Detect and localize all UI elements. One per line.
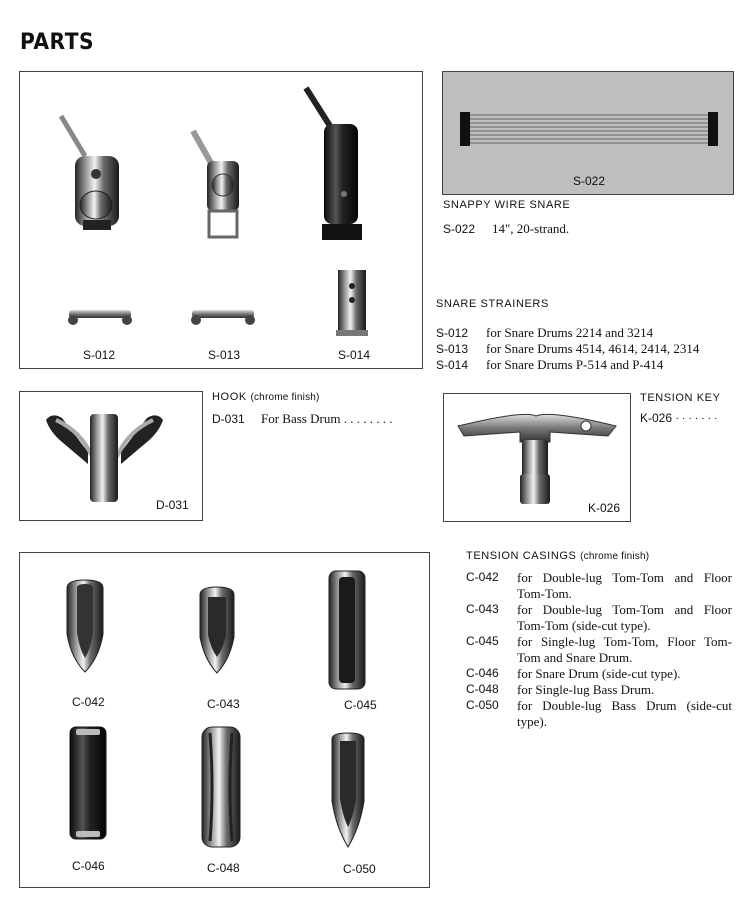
casing-item: [466, 682, 734, 698]
key-dots: · · · · · · ·: [675, 413, 718, 425]
snappy-row: [443, 221, 569, 237]
casing-c042-caption: C-042: [72, 695, 105, 709]
casing-code: C-042: [466, 570, 499, 584]
casings-heading-text: TENSION CASINGS: [466, 550, 577, 562]
strainer-code: S-014: [436, 358, 469, 372]
casings-list: [466, 570, 734, 730]
strainer-row-3: [436, 357, 663, 373]
strainer-row-1: [436, 325, 653, 341]
key-heading: TENSION KEY: [640, 392, 721, 404]
casing-desc: for Double-lug Tom-Tom and Floor Tom-Tom (side-cut type).: [517, 602, 732, 633]
snappy-desc: 14", 20-strand.: [492, 221, 570, 236]
hook-heading-text: HOOK: [212, 391, 247, 403]
snappy-photo-panel: [442, 71, 734, 195]
casing-c050-image: [328, 731, 368, 849]
strainer-code: S-013: [436, 342, 469, 356]
casings-photo-panel: [19, 552, 430, 888]
casing-c045-caption: C-045: [344, 698, 377, 712]
casing-c048-image: [200, 725, 242, 849]
casing-desc: for Double-lug Tom-Tom and Floor Tom-Tom.: [517, 570, 732, 601]
strainers-photo-panel: [19, 71, 423, 369]
snappy-heading: SNAPPY WIRE SNARE: [443, 199, 571, 211]
hook-photo-caption: D-031: [156, 498, 189, 512]
strainer-code: S-012: [436, 326, 469, 340]
hook-row: [212, 411, 392, 427]
casing-c042-image: [63, 578, 107, 674]
key-photo-caption: K-026: [588, 501, 621, 515]
strainer-s013-caption: S-013: [208, 348, 241, 362]
casing-desc: for Single-lug Bass Drum.: [517, 682, 655, 697]
casing-desc: for Snare Drum (side-cut type).: [517, 666, 681, 681]
snappy-code: S-022: [443, 222, 476, 236]
casing-code: C-050: [466, 698, 499, 712]
casing-c050-caption: C-050: [343, 862, 376, 876]
casing-c043-image: [196, 585, 238, 675]
casing-c045-image: [327, 569, 367, 691]
strainer-s012-image: [55, 112, 125, 237]
casing-c043-caption: C-043: [207, 697, 240, 711]
casing-c046-image: [68, 725, 108, 841]
hook-image: [42, 402, 167, 507]
hook-desc: For Bass Drum . . . . . . . .: [261, 411, 393, 426]
strainers-heading: SNARE STRAINERS: [436, 298, 549, 310]
page-title: PARTS: [20, 30, 95, 55]
casing-item: [466, 602, 734, 634]
hook-photo-panel: [19, 391, 203, 521]
casing-item: [466, 634, 734, 666]
hook-code: D-031: [212, 412, 245, 426]
strainer-desc: for Snare Drums 2214 and 3214: [486, 325, 654, 340]
casing-code: C-045: [466, 634, 499, 648]
hook-heading-note: (chrome finish): [250, 392, 320, 403]
strainer-row-2: [436, 341, 699, 357]
key-row: [640, 411, 718, 425]
casing-desc: for Single-lug Tom-Tom, Floor Tom-Tom and Snare Drum.: [517, 634, 732, 665]
strainer-s013-small-image: [188, 304, 258, 328]
casing-code: C-048: [466, 682, 499, 696]
casing-code: C-046: [466, 666, 499, 680]
hook-heading: [212, 391, 320, 403]
casing-c046-caption: C-046: [72, 859, 105, 873]
strainer-s014-small-image: [332, 268, 372, 340]
strainer-s012-small-image: [65, 304, 135, 328]
strainer-desc: for Snare Drums P-514 and P-414: [486, 357, 664, 372]
key-code: K-026: [640, 411, 673, 425]
casing-item: [466, 666, 734, 682]
key-photo-panel: [443, 393, 631, 522]
strainer-s014-image: [300, 84, 370, 246]
casing-c048-caption: C-048: [207, 861, 240, 875]
strainer-s014-caption: S-014: [338, 348, 371, 362]
snappy-wire-image: [458, 110, 720, 150]
casings-heading-note: (chrome finish): [580, 551, 650, 562]
casing-desc: for Double-lug Bass Drum (side-cut type).: [517, 698, 732, 729]
tension-key-image: [454, 402, 620, 510]
strainer-s012-caption: S-012: [83, 348, 116, 362]
casing-code: C-043: [466, 602, 499, 616]
strainer-desc: for Snare Drums 4514, 4614, 2414, 2314: [486, 341, 700, 356]
casings-heading: [466, 550, 649, 562]
strainer-s013-image: [185, 127, 245, 242]
casing-item: [466, 698, 734, 730]
snappy-photo-caption: S-022: [573, 174, 606, 188]
casing-item: [466, 570, 734, 602]
